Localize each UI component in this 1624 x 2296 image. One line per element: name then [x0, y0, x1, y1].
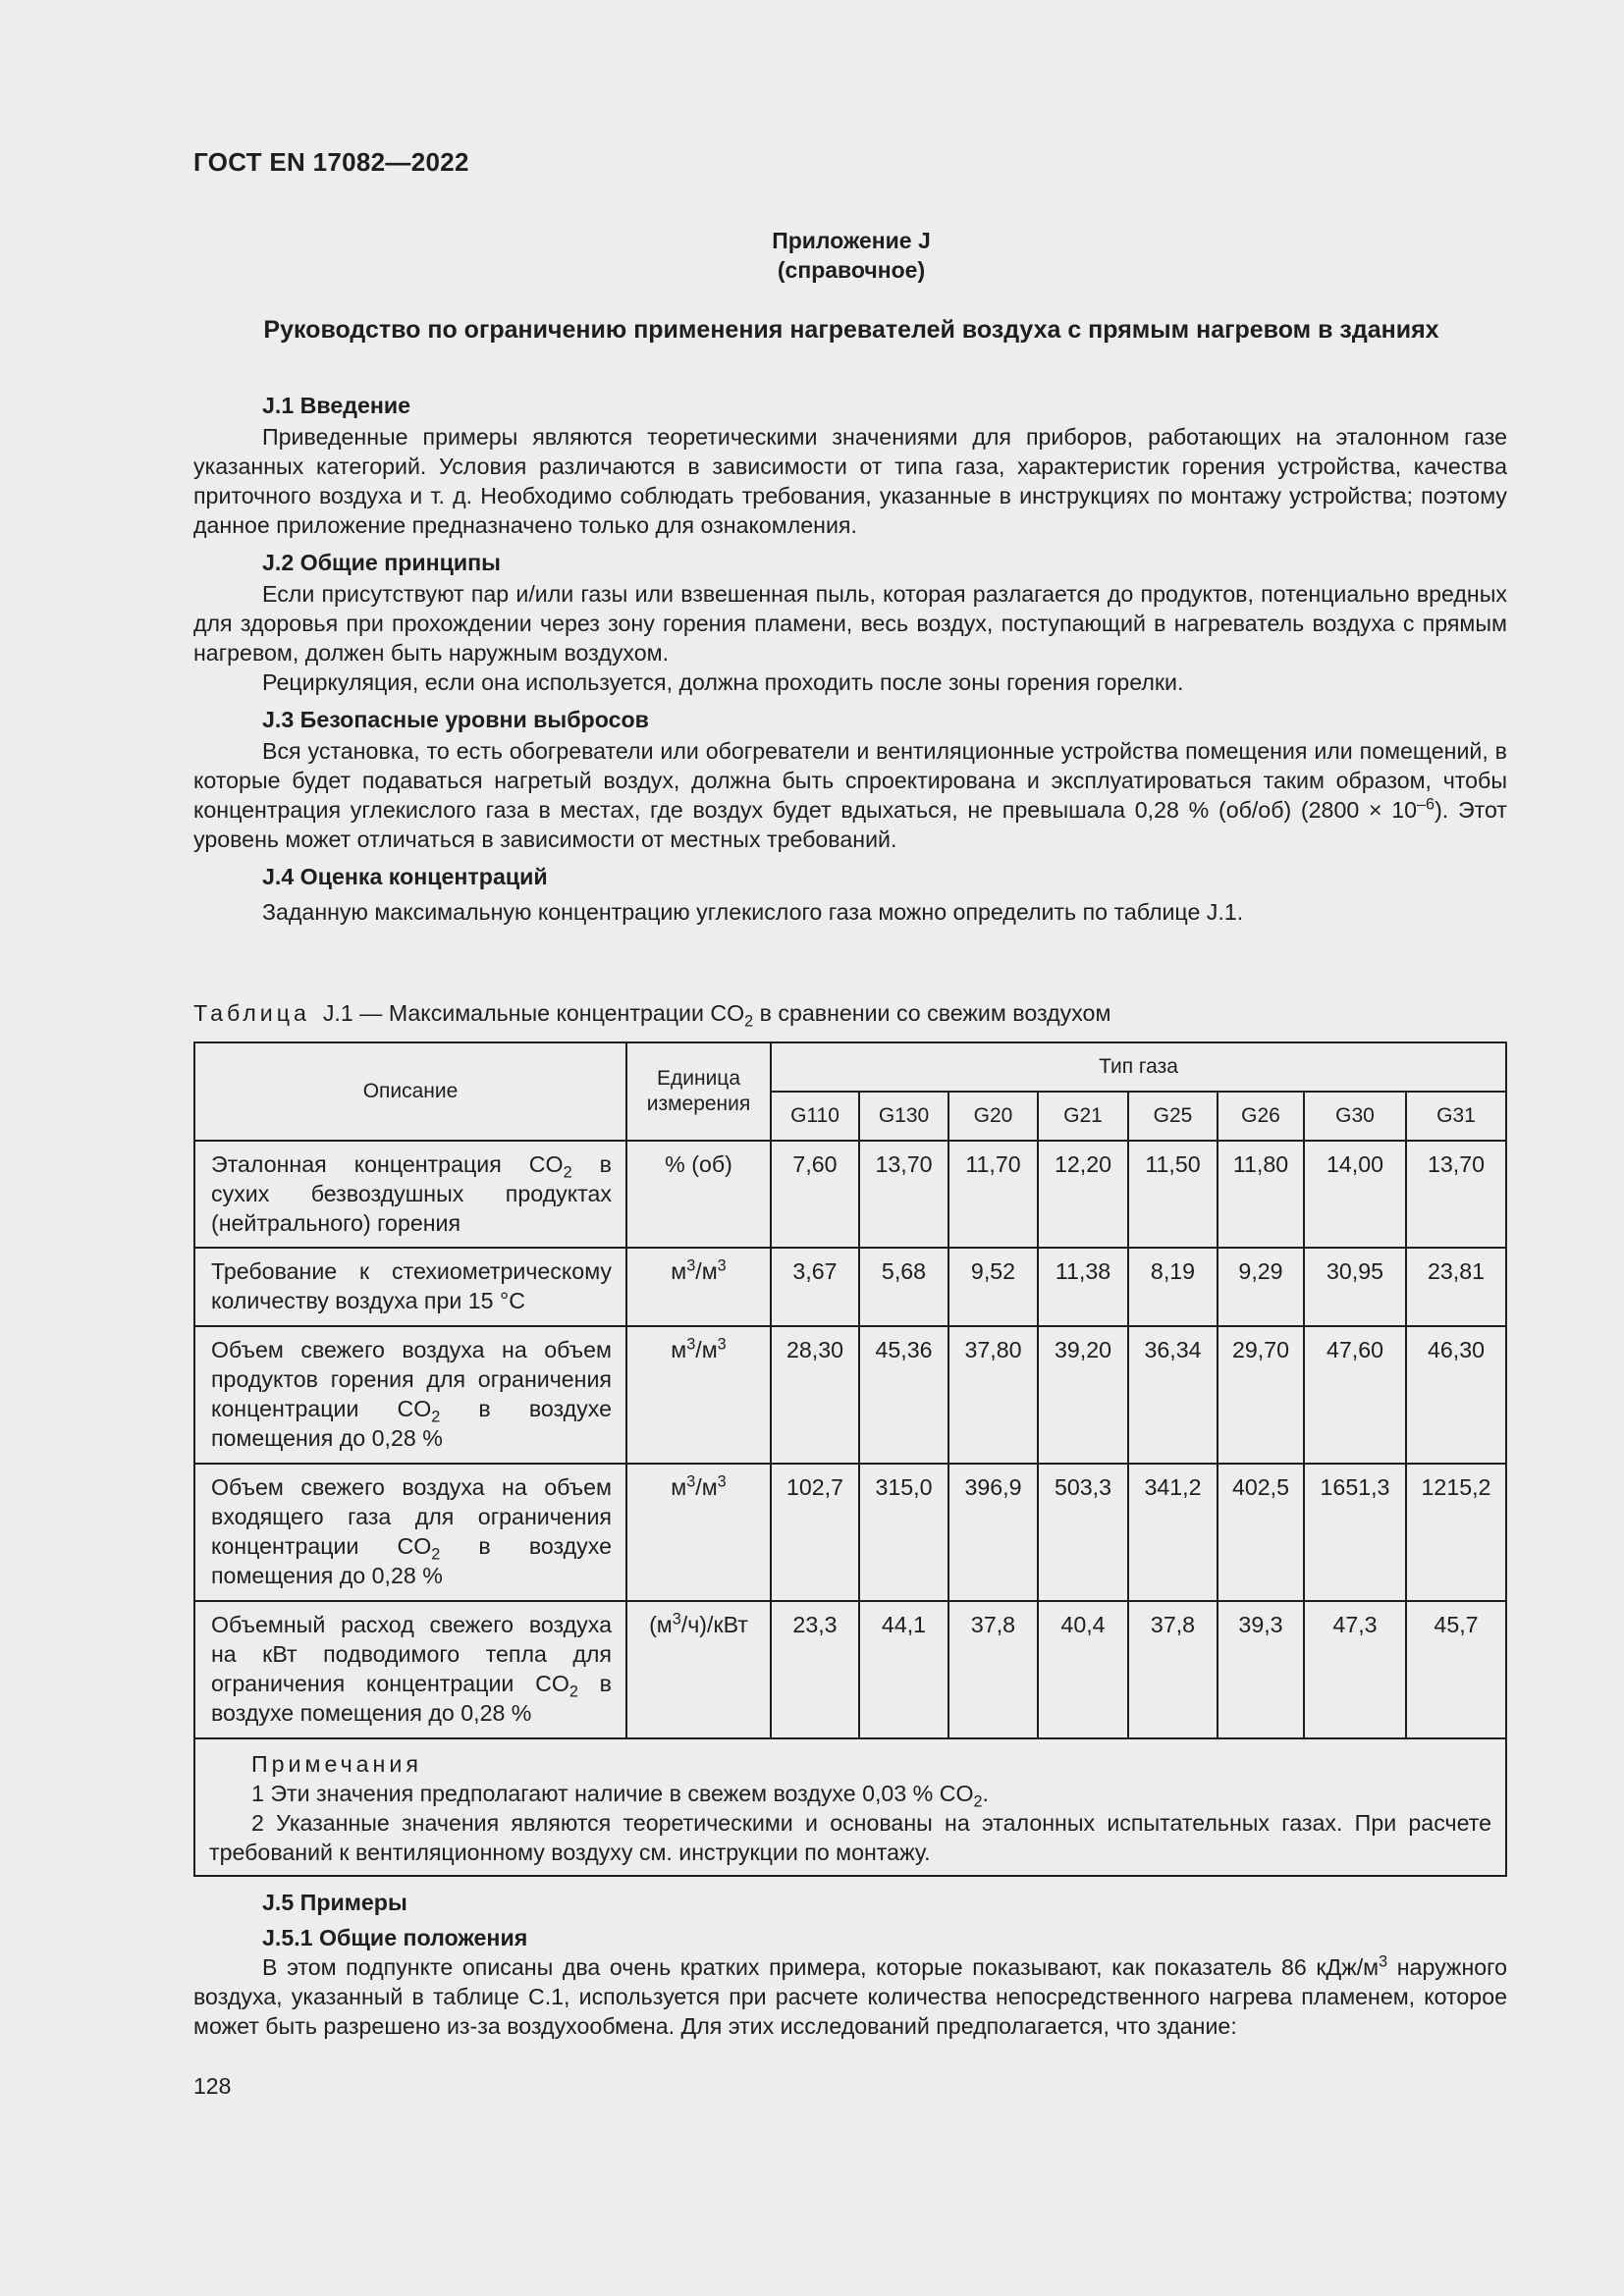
column-header-unit [626, 1042, 771, 1141]
description-text: в воздухе помещения до 0,28 % [211, 1396, 612, 1451]
section-j2-text-1: Если присутствуют пар и/или газы или взвешенная пыль, которая разлагается до продуктов, потенциально вредных для здоровья при прохождении через зону горения пламени, весь воздух, поступающий в нагреватель воздуха с прямым нагревом, должен быть наружным воздухом. [193, 581, 1507, 666]
value-cell: 29,70 [1218, 1326, 1304, 1464]
unit-text: /м [695, 1474, 718, 1500]
j51-superscript: 3 [1379, 1952, 1388, 1971]
note-1-subscript: 2 [973, 1792, 983, 1811]
table-caption [193, 998, 1507, 1031]
section-j2-heading: J.2 Общие принципы [262, 550, 501, 575]
section-j1-heading: J.1 Введение [262, 393, 411, 418]
description-text: в воздухе помещения до 0,28 % [211, 1671, 612, 1726]
section-j1-text: Приведенные примеры являются теоретическими значениями для приборов, работающих на эталонном газе указанных категорий. Условия различаются в зависимости от типа газа, характеристик горения устройства, качества приточного воздуха и т. д. Необходимо соблюдать требования, указанные в инструкциях по монтажу устройства; поэтому данное приложение предназначено только для ознакомления. [193, 424, 1507, 538]
unit-text: /ч)/кВт [680, 1612, 748, 1637]
unit-header-line: измерения [646, 1093, 751, 1115]
value-cell: 11,80 [1218, 1141, 1304, 1248]
description-text: в сухих безвоздушных продуктах (нейтрального) горения [211, 1151, 612, 1236]
description-text: Объемный расход свежего воздуха на кВт подводимого тепла для ограничения концентрации CO [211, 1612, 612, 1696]
description-text: Эталонная концентрация CO [211, 1151, 564, 1177]
section-j2-text-2: Рециркуляция, если она используется, должна проходить после зоны горения горелки. [262, 669, 1184, 695]
value-cell: 37,8 [1128, 1601, 1218, 1738]
value-cell: 8,19 [1128, 1248, 1218, 1326]
value-cell: 37,80 [948, 1326, 1038, 1464]
value-cell: 36,34 [1128, 1326, 1218, 1464]
table-caption-text: J.1 — Максимальные концентрации CO [322, 1000, 745, 1026]
section-j51-text [193, 1952, 1507, 2041]
description-text: Требование к стехиометрическому количеству воздуха при 15 °С [211, 1258, 612, 1313]
note-2: 2 Указанные значения являются теоретическими и основаны на эталонных испытательных газах. При расчете требований к вентиляционному воздуху см. инструкции по монтажу. [209, 1810, 1491, 1865]
section-j51-heading: J.5.1 Общие положения [262, 1925, 528, 1950]
annex-heading [193, 226, 1509, 285]
value-cell: 14,00 [1304, 1141, 1406, 1248]
gas-type-header: G110 [771, 1092, 859, 1141]
table-caption-subscript: 2 [744, 1012, 754, 1031]
row-unit [626, 1601, 771, 1738]
unit-text: % (об) [665, 1151, 732, 1177]
section-j3-text [193, 736, 1507, 854]
unit-header-line: Единица [656, 1067, 741, 1090]
notes-title: Примечания [251, 1751, 422, 1777]
value-cell: 47,3 [1304, 1601, 1406, 1738]
row-unit [626, 1326, 771, 1464]
page-number: 128 [193, 2073, 232, 2099]
table-row [194, 1141, 1506, 1248]
gas-type-header: G130 [859, 1092, 948, 1141]
unit-superscript: 3 [686, 1472, 696, 1491]
j3-superscript: –6 [1417, 795, 1435, 814]
value-cell: 11,70 [948, 1141, 1038, 1248]
j3-text-part: Вся установка, то есть обогреватели или обогреватели и вентиляционные устройства помещения или помещений, в которые будет подаваться нагретый воздух, должна быть спроектирована и эксплуатироваться таким образом, чтобы концентрация углекислого газа в местах, где воздух будет вдыхаться, не превышала 0,28 % (об/об) (2800 × 10 [193, 738, 1507, 823]
description-subscript: 2 [563, 1163, 572, 1182]
value-cell: 47,60 [1304, 1326, 1406, 1464]
value-cell: 13,70 [859, 1141, 948, 1248]
table-notes [194, 1738, 1506, 1876]
row-unit [626, 1464, 771, 1601]
description-text: Объем свежего воздуха на объем входящего газа для ограничения концентрации CO [211, 1474, 612, 1559]
value-cell: 396,9 [948, 1464, 1038, 1601]
value-cell: 9,29 [1218, 1248, 1304, 1326]
unit-text: м [671, 1258, 687, 1284]
note-1-text: 1 Эти значения предполагают наличие в свежем воздухе 0,03 % CO [251, 1781, 974, 1806]
row-description [194, 1464, 626, 1601]
value-cell: 11,50 [1128, 1141, 1218, 1248]
value-cell: 12,20 [1038, 1141, 1128, 1248]
table-body [194, 1141, 1506, 1738]
gas-type-header: G30 [1304, 1092, 1406, 1141]
value-cell: 341,2 [1128, 1464, 1218, 1601]
row-description [194, 1601, 626, 1738]
standard-code: ГОСТ EN 17082—2022 [193, 147, 469, 177]
section-j4-text: Заданную максимальную концентрацию углекислого газа можно определить по таблице J.1. [262, 899, 1244, 925]
gas-type-header: G21 [1038, 1092, 1128, 1141]
value-cell: 5,68 [859, 1248, 948, 1326]
value-cell: 315,0 [859, 1464, 948, 1601]
unit-text: (м [649, 1612, 673, 1637]
value-cell: 46,30 [1406, 1326, 1506, 1464]
row-description [194, 1248, 626, 1326]
gas-type-header: G25 [1128, 1092, 1218, 1141]
section-j5-heading: J.5 Примеры [262, 1890, 407, 1915]
value-cell: 39,20 [1038, 1326, 1128, 1464]
unit-superscript: 3 [717, 1335, 727, 1354]
value-cell: 23,81 [1406, 1248, 1506, 1326]
unit-text: /м [695, 1337, 718, 1362]
value-cell: 11,38 [1038, 1248, 1128, 1326]
section-j3-heading: J.3 Безопасные уровни выбросов [262, 707, 649, 732]
value-cell: 45,7 [1406, 1601, 1506, 1738]
annex-label: Приложение J [772, 228, 931, 253]
value-cell: 44,1 [859, 1601, 948, 1738]
table-row [194, 1464, 1506, 1601]
value-cell: 503,3 [1038, 1464, 1128, 1601]
table-j1 [193, 1041, 1507, 1877]
value-cell: 102,7 [771, 1464, 859, 1601]
gas-type-header: G20 [948, 1092, 1038, 1141]
section-j4-heading: J.4 Оценка концентраций [262, 864, 548, 889]
description-text: в воздухе помещения до 0,28 % [211, 1533, 612, 1588]
row-unit [626, 1141, 771, 1248]
table-caption-word: Таблица [193, 1000, 310, 1026]
value-cell: 39,3 [1218, 1601, 1304, 1738]
value-cell: 45,36 [859, 1326, 948, 1464]
value-cell: 37,8 [948, 1601, 1038, 1738]
unit-superscript: 3 [717, 1256, 727, 1275]
intro-sections [193, 391, 1507, 927]
value-cell: 28,30 [771, 1326, 859, 1464]
gas-type-header: G26 [1218, 1092, 1304, 1141]
unit-text: м [671, 1337, 687, 1362]
annex-title: Руководство по ограничению применения нагревателей воздуха с прямым нагревом в зданиях [263, 316, 1439, 344]
value-cell: 13,70 [1406, 1141, 1506, 1248]
value-cell: 402,5 [1218, 1464, 1304, 1601]
j3-text-part: ). Этот уровень может отличаться в зависимости от местных требований. [193, 797, 1507, 852]
row-description [194, 1141, 626, 1248]
value-cell: 7,60 [771, 1141, 859, 1248]
value-cell: 23,3 [771, 1601, 859, 1738]
j51-text-part: В этом подпункте описаны два очень кратких примера, которые показывают, как показатель 86 кДж/м [262, 1954, 1380, 1980]
examples-section [193, 1888, 1507, 2041]
description-subscript: 2 [431, 1545, 441, 1564]
value-cell: 40,4 [1038, 1601, 1128, 1738]
column-header-gas-type: Тип газа [771, 1042, 1506, 1092]
value-cell: 30,95 [1304, 1248, 1406, 1326]
description-subscript: 2 [568, 1682, 578, 1701]
unit-superscript: 3 [686, 1256, 696, 1275]
unit-text: /м [695, 1258, 718, 1284]
row-description [194, 1326, 626, 1464]
table-caption-text: в сравнении со свежим воздухом [753, 1000, 1111, 1026]
unit-text: м [671, 1474, 687, 1500]
value-cell: 1215,2 [1406, 1464, 1506, 1601]
j51-text-part: наружного воздуха, указанный в таблице C.1, используется при расчете количества непосредственного нагрева пламенем, которое может быть разрешено из-за воздухообмена. Для этих исследований предполагается, что здание: [193, 1954, 1507, 2039]
unit-superscript: 3 [717, 1472, 727, 1491]
description-subscript: 2 [431, 1408, 441, 1426]
table-row [194, 1326, 1506, 1464]
unit-superscript: 3 [672, 1610, 681, 1629]
table-row [194, 1248, 1506, 1326]
note-1-text: . [982, 1781, 989, 1806]
note-1 [209, 1779, 1491, 1811]
value-cell: 3,67 [771, 1248, 859, 1326]
gas-type-header: G31 [1406, 1092, 1506, 1141]
column-header-description: Описание [194, 1042, 626, 1141]
unit-superscript: 3 [686, 1335, 696, 1354]
row-unit [626, 1248, 771, 1326]
table-row [194, 1601, 1506, 1738]
value-cell: 9,52 [948, 1248, 1038, 1326]
value-cell: 1651,3 [1304, 1464, 1406, 1601]
annex-type: (справочное) [777, 257, 926, 283]
description-text: Объем свежего воздуха на объем продуктов горения для ограничения концентрации CO [211, 1337, 612, 1421]
